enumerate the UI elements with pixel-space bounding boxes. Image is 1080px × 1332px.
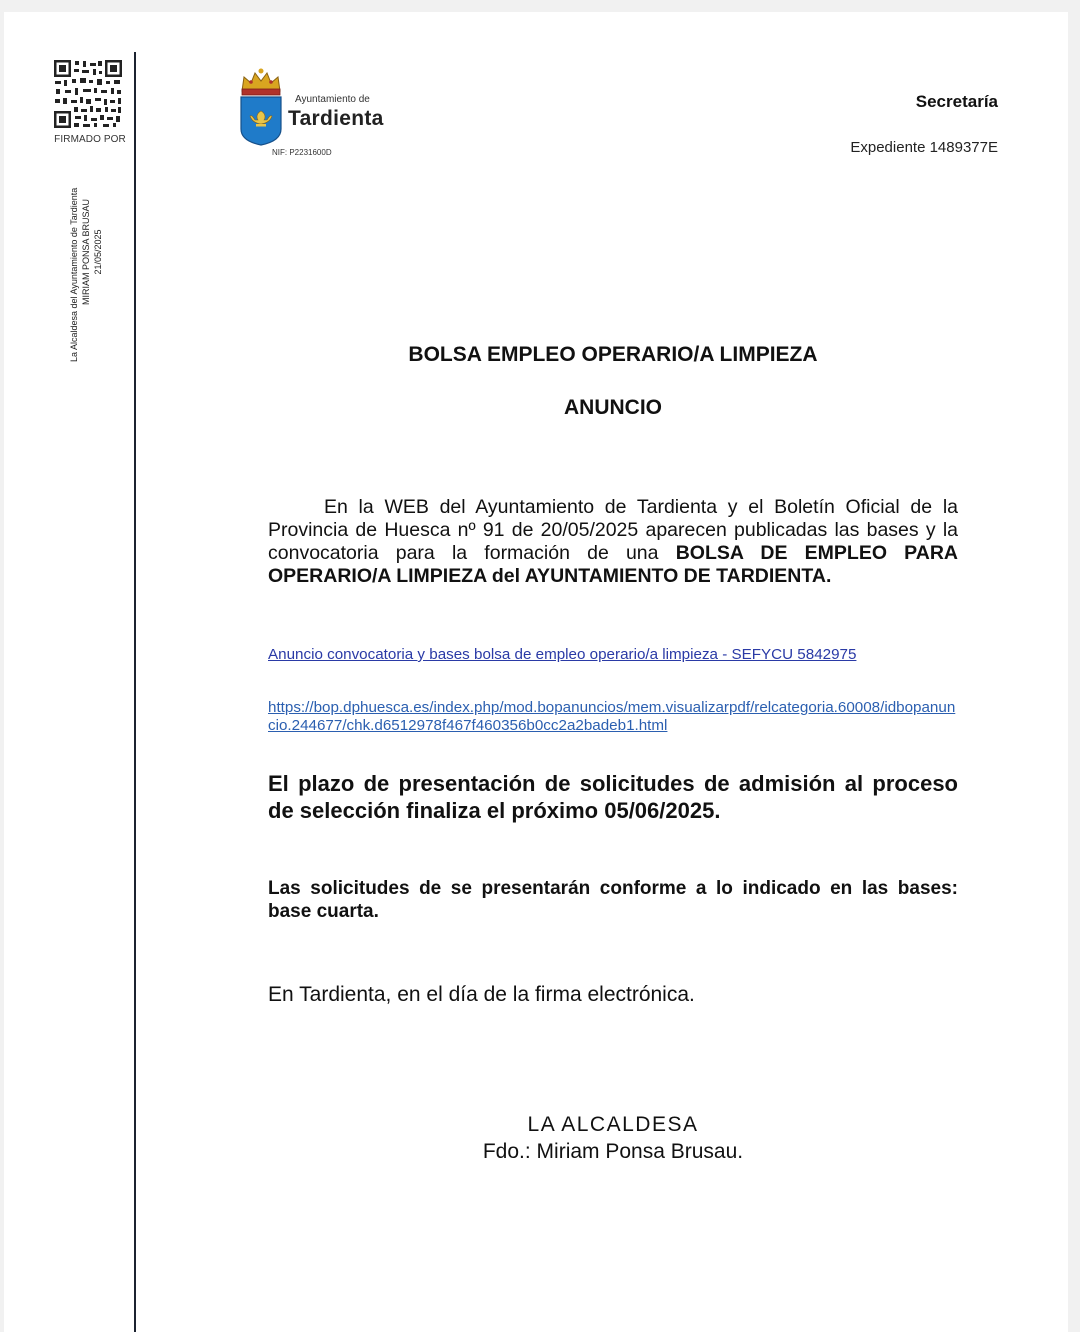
coat-of-arms-icon xyxy=(238,67,284,147)
signer-name: MIRIAM PONSA BRUSAU xyxy=(81,198,91,306)
department-label: Secretaría xyxy=(915,92,998,111)
margin-rule xyxy=(134,52,136,1332)
signature-title: LA ALCALDESA xyxy=(527,1113,699,1136)
document-title: BOLSA EMPLEO OPERARIO/A LIMPIEZA xyxy=(408,343,818,366)
signature-date: 21/05/2025 xyxy=(93,229,103,275)
signed-by-label: FIRMADO POR xyxy=(54,134,126,145)
applications-paragraph: Las solicitudes de se presentarán conforme a lo indicado en las bases: base cuarta. xyxy=(268,878,958,922)
nif-number: NIF: P2231600D xyxy=(272,148,332,157)
place-date-line: En Tardienta, en el día de la firma electrónica. xyxy=(268,983,695,1006)
ayuntamiento-label: Ayuntamiento de xyxy=(295,94,370,105)
deadline-paragraph: El plazo de presentación de solicitudes de admisión al proceso de selección finaliza el próximo 05/06/2025. xyxy=(268,771,958,823)
qr-code xyxy=(53,59,123,129)
intro-bold-text: BOLSA DE EMPLEO PARA OPERARIO/A LIMPIEZA del AYUNTAMIENTO DE TARDIENTA. xyxy=(268,542,958,587)
convocatoria-link[interactable]: Anuncio convocatoria y bases bolsa de empleo operario/a limpieza - SEFYCU 5842975 xyxy=(268,646,857,663)
signer-role: La Alcaldesa del Ayuntamiento de Tardienta xyxy=(69,187,79,362)
signature-name: Fdo.: Miriam Ponsa Brusau. xyxy=(482,1140,744,1163)
intro-text: En la WEB del Ayuntamiento de Tardienta y el Boletín Oficial de la Provincia de Huesca nº 91 de 20/05/2025 aparecen publicadas las bases y la convocatoria para la formación de una xyxy=(268,496,958,564)
expediente-number: Expediente 1489377E xyxy=(850,139,998,156)
bop-url-link[interactable]: https://bop.dphuesca.es/index.php/mod.bopanuncios/mem.visualizarpdf/relcategoria.60008/idbopanuncio.244677/chk.d6512978f467f460356b0cc2a2badeb1.html xyxy=(268,699,956,734)
electronic-signature-stamp xyxy=(68,142,104,362)
signature-block xyxy=(268,1111,958,1165)
intro-paragraph xyxy=(268,496,958,588)
municipality-name: Tardienta xyxy=(288,107,384,130)
document-subtitle: ANUNCIO xyxy=(564,396,662,419)
